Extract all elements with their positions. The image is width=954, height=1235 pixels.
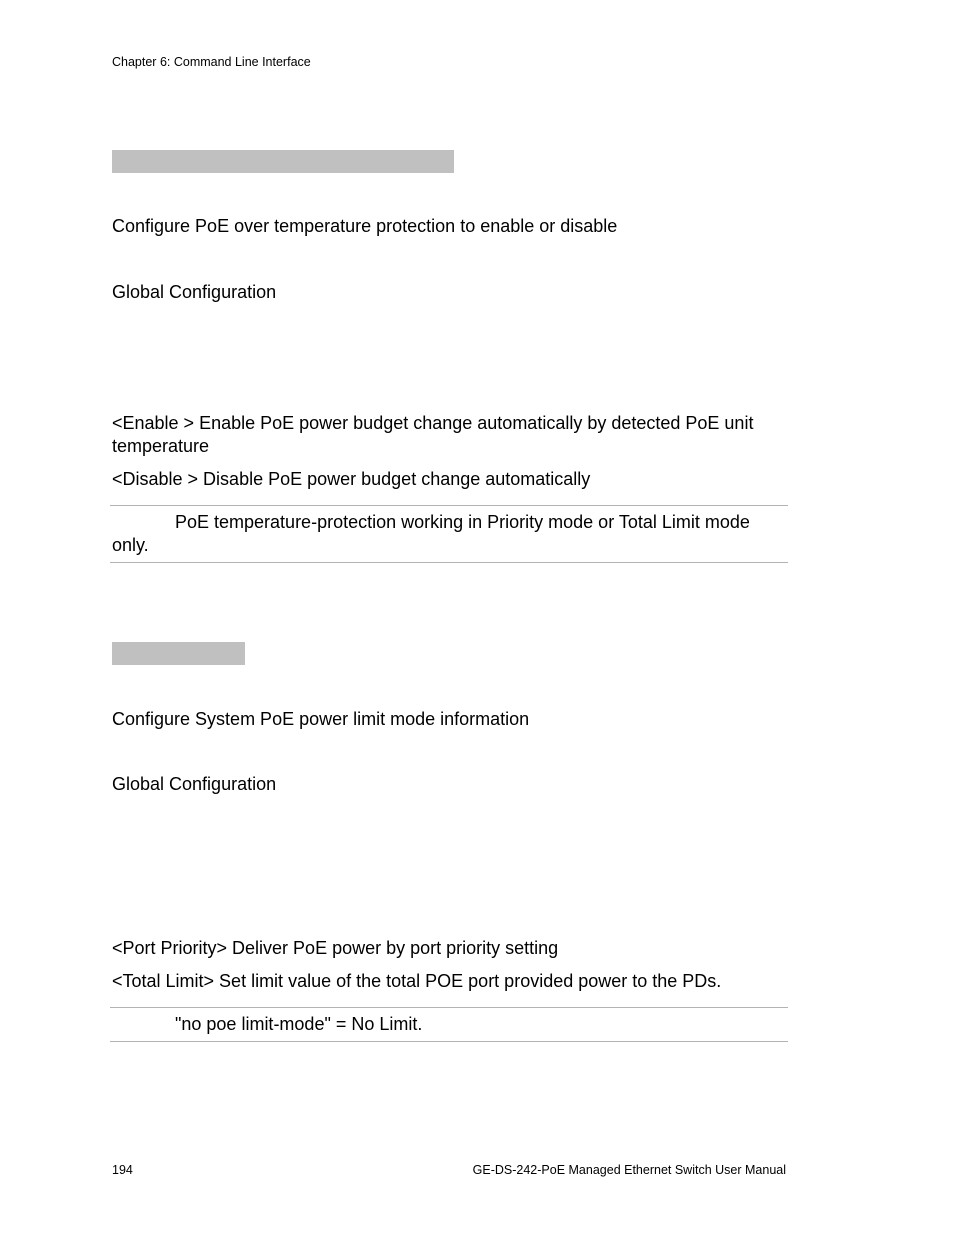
parameter-enable: <Enable > Enable PoE power budget change automatically by detected PoE unit temperature (112, 413, 754, 456)
running-header: Chapter 6: Command Line Interface (112, 55, 311, 69)
page-number: 194 (112, 1163, 133, 1177)
note-top-rule (110, 505, 788, 506)
note-bottom-rule (110, 1041, 788, 1042)
command-heading-bar (112, 642, 245, 665)
note-bottom-rule (110, 562, 788, 563)
parameter-port-priority: <Port Priority> Deliver PoE power by port priority setting (112, 938, 559, 958)
note-text: PoE temperature-protection working in Priority mode or Total Limit mode only. (112, 512, 750, 555)
command-mode: Global Configuration (112, 282, 277, 302)
command-description: Configure System PoE power limit mode information (112, 709, 530, 729)
note-text: "no poe limit-mode" = No Limit. (175, 1014, 423, 1034)
parameter-total-limit: <Total Limit> Set limit value of the total POE port provided power to the PDs. (112, 971, 722, 991)
manual-title: GE-DS-242-PoE Managed Ethernet Switch User Manual (472, 1163, 786, 1177)
command-mode: Global Configuration (112, 774, 277, 794)
command-description: Configure PoE over temperature protection to enable or disable (112, 216, 618, 236)
note-top-rule (110, 1007, 788, 1008)
parameter-disable: <Disable > Disable PoE power budget change automatically (112, 469, 591, 489)
command-heading-bar (112, 150, 454, 173)
